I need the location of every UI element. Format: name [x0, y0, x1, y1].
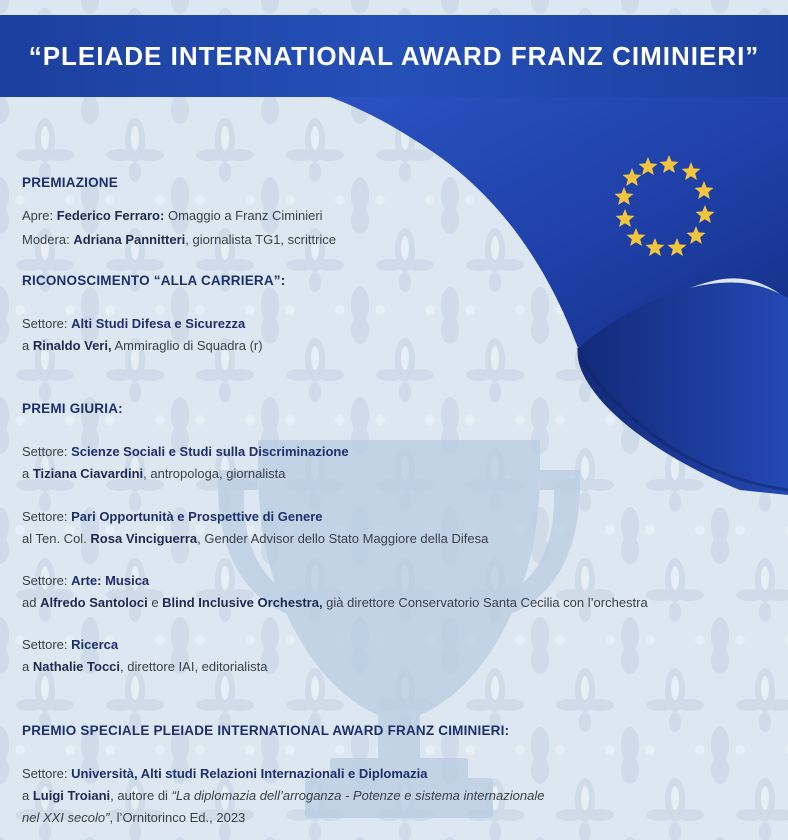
name-carriera: Rinaldo Veri, — [32, 338, 112, 353]
line-giuria-4-recipient: a Nathalie Tocci, direttore IAI, editorialista — [22, 659, 268, 674]
name-modera: Adriana Pannitteri — [73, 232, 186, 247]
name-giuria-3b: Blind Inclusive Orchestra, — [162, 595, 323, 610]
settore-giuria-1: Scienze Sociali e Studi sulla Discriminazione — [71, 444, 349, 459]
section-heading-giuria: PREMI GIURIA: — [22, 401, 123, 416]
name-apre: Federico Ferraro: — [56, 208, 165, 223]
section-heading-carriera: RICONOSCIMENTO “ALLA CARRIERA”: — [22, 273, 286, 288]
line-giuria-4-settore: Settore: Ricerca — [22, 637, 119, 652]
line-speciale-settore: Settore: Università, Alti studi Relazioni Internazionali e Diplomazia — [22, 766, 428, 781]
section-heading-premiazione: PREMIAZIONE — [22, 175, 118, 190]
name-giuria-1: Tiziana Ciavardini — [32, 466, 144, 481]
settore-giuria-4: Ricerca — [71, 637, 119, 652]
line-giuria-3-settore: Settore: Arte: Musica — [22, 573, 150, 588]
book-title-line2: nel XXI secolo” — [22, 810, 110, 825]
section-heading-speciale: PREMIO SPECIALE PLEIADE INTERNATIONAL AWARD FRANZ CIMINIERI: — [22, 723, 510, 738]
line-speciale-recipient: a Luigi Troiani, autore di “La diplomazia dell’arroganza - Potenze e sistema internazionale — [22, 788, 545, 803]
line-carriera-settore: Settore: Alti Studi Difesa e Sicurezza — [22, 316, 246, 331]
settore-giuria-3: Arte: Musica — [71, 573, 150, 588]
book-title-line1: “La diplomazia dell’arroganza - Potenze e sistema internazionale — [171, 788, 545, 803]
line-apre: Apre: Federico Ferraro: Omaggio a Franz Ciminieri — [22, 208, 323, 223]
page-title: “PLEIADE INTERNATIONAL AWARD FRANZ CIMINIERI” — [28, 40, 760, 71]
name-giuria-2: Rosa Vinciguerra — [90, 531, 198, 546]
line-giuria-2-settore: Settore: Pari Opportunità e Prospettive di Genere — [22, 509, 323, 524]
settore-speciale: Università, Alti studi Relazioni Internazionali e Diplomazia — [71, 766, 428, 781]
line-carriera-recipient: a Rinaldo Veri, Ammiraglio di Squadra (r) — [22, 338, 263, 353]
line-modera: Modera: Adriana Pannitteri, giornalista TG1, scrittrice — [22, 232, 337, 247]
title-banner — [0, 15, 788, 97]
settore-carriera: Alti Studi Difesa e Sicurezza — [71, 316, 246, 331]
line-giuria-3-recipient: ad Alfredo Santoloci e Blind Inclusive Orchestra, già direttore Conservatorio Santa Cecilia con l’orchestra — [22, 595, 648, 610]
settore-giuria-2: Pari Opportunità e Prospettive di Genere — [71, 509, 323, 524]
name-speciale: Luigi Troiani — [32, 788, 111, 803]
line-giuria-1-settore: Settore: Scienze Sociali e Studi sulla Discriminazione — [22, 444, 349, 459]
name-giuria-4: Nathalie Tocci — [32, 659, 121, 674]
line-giuria-1-recipient: a Tiziana Ciavardini, antropologa, giornalista — [22, 466, 286, 481]
line-giuria-2-recipient: al Ten. Col. Rosa Vinciguerra, Gender Advisor dello Stato Maggiore della Difesa — [22, 531, 489, 546]
line-speciale-book: nel XXI secolo”, l’Ornitorinco Ed., 2023 — [22, 810, 246, 825]
name-giuria-3: Alfredo Santoloci — [40, 595, 148, 610]
